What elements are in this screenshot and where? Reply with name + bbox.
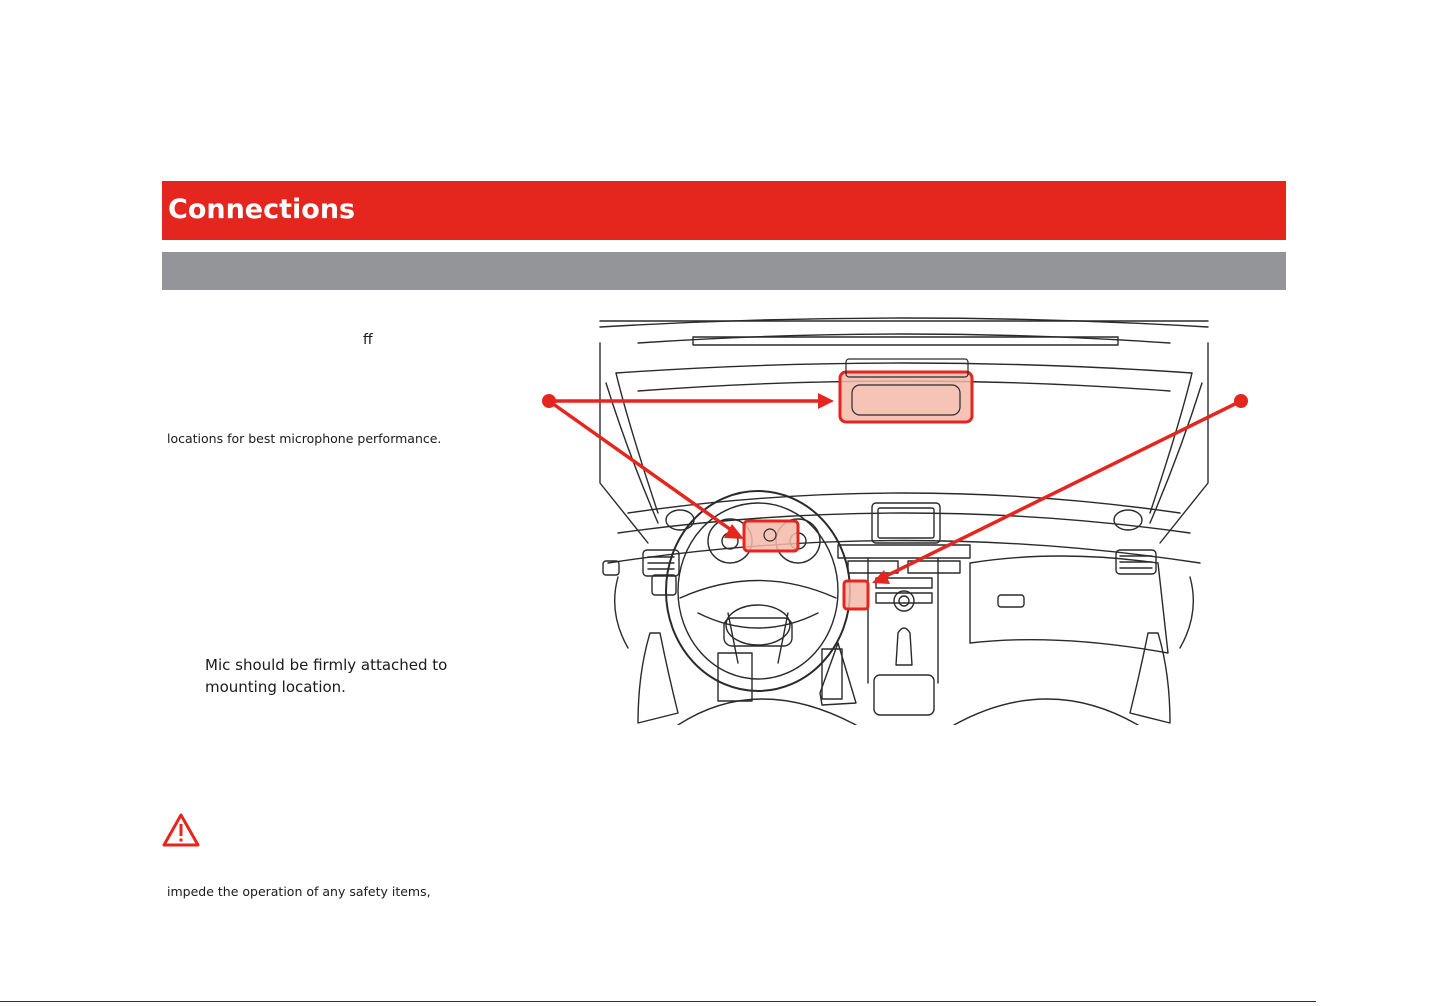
- mic-note-line-2: mounting location.: [205, 678, 346, 696]
- pointer-origin-right: [1234, 394, 1248, 408]
- warning-triangle-icon: [161, 812, 201, 848]
- mic-attachment-note: [205, 654, 495, 698]
- text-fragment-ff: ff: [363, 332, 373, 348]
- page-title: Connections: [168, 194, 356, 225]
- cluster-highlight: [744, 521, 798, 551]
- mic-note-line-1: Mic should be firmly attached to: [205, 656, 448, 674]
- footer-rule: [0, 1001, 1316, 1002]
- safety-text: impede the operation of any safety items,: [167, 884, 431, 899]
- subheader-bar: [162, 252, 1286, 290]
- section-title-bar: [162, 181, 1286, 240]
- car-interior-figure: [598, 313, 1210, 725]
- console-highlight: [844, 581, 868, 609]
- mic-locations-text: locations for best microphone performance.: [167, 431, 442, 446]
- pointer-origin-left: [542, 394, 556, 408]
